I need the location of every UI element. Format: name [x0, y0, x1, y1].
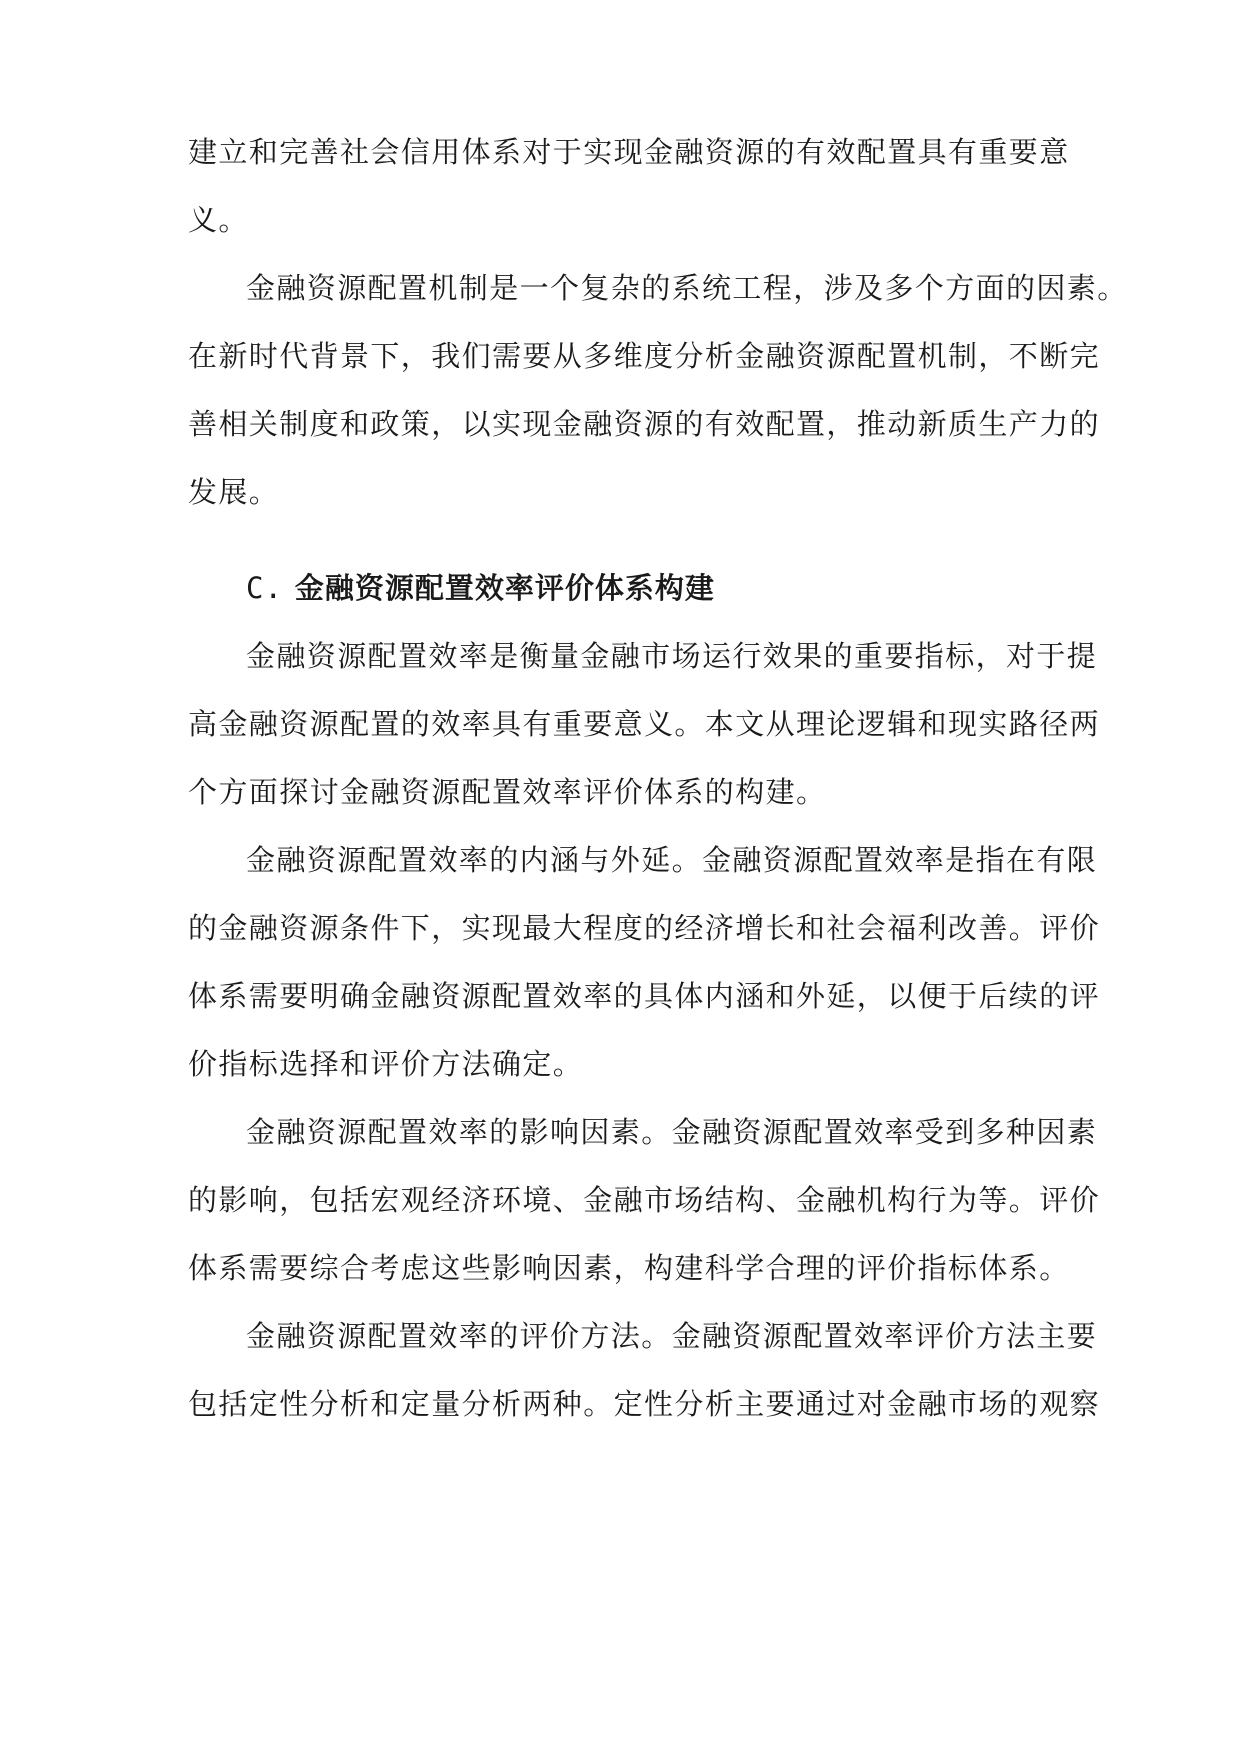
paragraph-4-line-2: 的金融资源条件下，实现最大程度的经济增长和社会福利改善。评价	[188, 911, 1101, 945]
paragraph-2-line-1: 金融资源配置机制是一个复杂的系统工程，涉及多个方面的因素。	[246, 271, 1128, 305]
section-heading	[246, 568, 715, 608]
paragraph-5-line-2: 的影响，包括宏观经济环境、金融市场结构、金融机构行为等。评价	[188, 1183, 1101, 1217]
paragraph-1-line-1: 建立和完善社会信用体系对于实现金融资源的有效配置具有重要意	[188, 135, 1070, 169]
paragraph-4-line-3: 体系需要明确金融资源配置效率的具体内涵和外延，以便于后续的评	[188, 979, 1101, 1013]
paragraph-3-line-3: 个方面探讨金融资源配置效率评价体系的构建。	[188, 775, 827, 809]
paragraph-2-line-2: 在新时代背景下，我们需要从多维度分析金融资源配置机制，不断完	[188, 339, 1101, 373]
paragraph-5-line-1: 金融资源配置效率的影响因素。金融资源配置效率受到多种因素	[246, 1115, 1098, 1149]
paragraph-1-line-2: 义。	[188, 203, 249, 237]
paragraph-2-line-3: 善相关制度和政策，以实现金融资源的有效配置，推动新质生产力的	[188, 407, 1101, 441]
paragraph-6-line-1: 金融资源配置效率的评价方法。金融资源配置效率评价方法主要	[246, 1319, 1098, 1353]
section-title: 金融资源配置效率评价体系构建	[294, 571, 715, 605]
paragraph-4-line-1: 金融资源配置效率的内涵与外延。金融资源配置效率是指在有限	[246, 843, 1098, 877]
section-number: C.	[246, 571, 283, 605]
paragraph-3-line-2: 高金融资源配置的效率具有重要意义。本文从理论逻辑和现实路径两	[188, 707, 1101, 741]
paragraph-2-line-4: 发展。	[188, 475, 280, 509]
paragraph-5-line-3: 体系需要综合考虑这些影响因素，构建科学合理的评价指标体系。	[188, 1251, 1070, 1285]
paragraph-4-line-4: 价指标选择和评价方法确定。	[188, 1047, 584, 1081]
paragraph-6-line-2: 包括定性分析和定量分析两种。定性分析主要通过对金融市场的观察	[188, 1387, 1101, 1421]
paragraph-3-line-1: 金融资源配置效率是衡量金融市场运行效果的重要指标，对于提	[246, 639, 1098, 673]
